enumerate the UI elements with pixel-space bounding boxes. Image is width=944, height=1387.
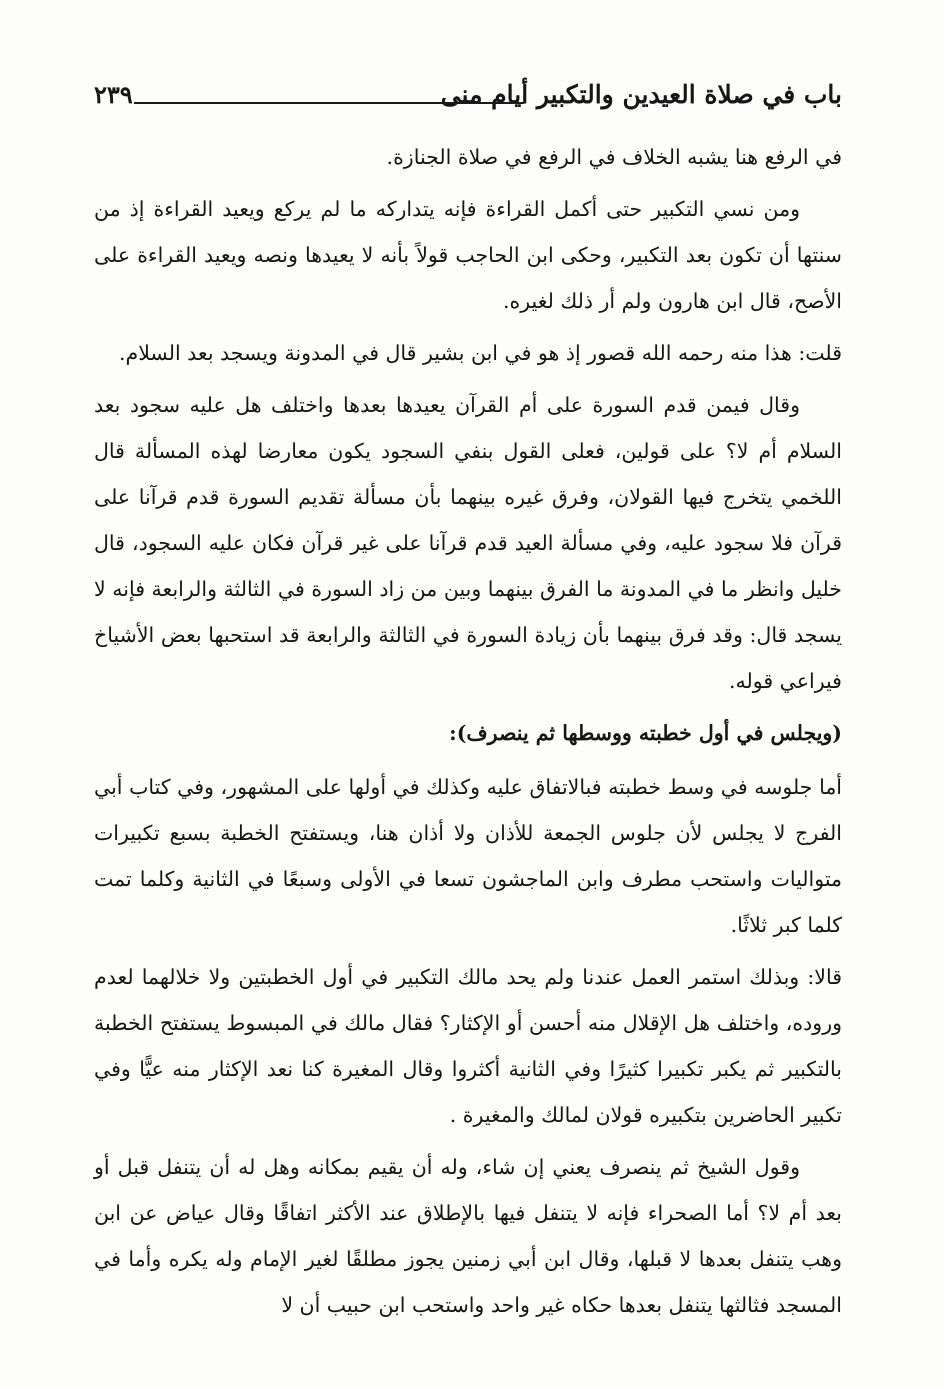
- header-rule: [134, 102, 524, 104]
- paragraph: قالا: وبذلك استمر العمل عندنا ولم يحد مالك التكبير في أول الخطبتين ولا خلالهما لعدم وروده، واختلف هل الإقلال منه أحسن أو الإكثار؟ فقال مالك في المبسوط يستفتح الخطبة بالتكبير ثم يكبر تكبيرا كثيرًا وفي الثانية أكثروا وقال المغيرة كنا نعد الإكثار منه عيًّا وفي تكبير الحاضرين بتكبيره قولان لمالك والمغيرة .: [94, 965, 842, 1127]
- paragraph: ومن نسي التكبير حتى أكمل القراءة فإنه يتداركه ما لم يركع ويعيد القراءة إذ من سنتها أن تكون بعد التكبير، وحكى ابن الحاجب قولاً بأنه لا يعيدها ونصه ويعيد القراءة على الأصح، قال ابن هارون ولم أر ذلك لغيره.: [94, 197, 842, 313]
- section-heading: (ويجلس في أول خطبته ووسطها ثم ينصرف):: [449, 721, 842, 745]
- page-number: ٢٣٩: [94, 80, 133, 109]
- page-header: [94, 78, 842, 118]
- paragraph: وقال فيمن قدم السورة على أم القرآن يعيدها بعدها واختلف هل عليه سجود بعد السلام أم لا؟ على قولين، فعلى القول بنفي السجود يكون معارضا لهذه المسألة قال اللخمي يتخرج فيها القولان، وفرق غيره بينهما بأن مسألة تقديم السورة قدم قرآنا على قرآن فلا سجود عليه، وفي مسألة العيد قدم قرآنا على غير قرآن فكان عليه السجود، قال خليل وانظر ما في المدونة ما الفرق بينهما وبين من زاد السورة في الثالثة والرابعة فإنه لا يسجد قال: وقد فرق بينهما بأن زيادة السورة في الثالثة والرابعة قد استحبها بعض الأشياخ فيراعي قوله.: [94, 393, 842, 693]
- paragraph: أما جلوسه في وسط خطبته فبالاتفاق عليه وكذلك في أولها على المشهور، وفي كتاب أبي الفرج لا يجلس لأن جلوس الجمعة للأذان ولا أذان هنا، ويستفتح الخطبة بسبع تكبيرات متواليات واستحب مطرف وابن الماجشون تسعا في الأولى وسبعًا في الثانية وكلما تمت كلما كبر ثلاثًا.: [94, 775, 842, 937]
- paragraph: قلت: هذا منه رحمه الله قصور إذ هو في ابن بشير قال في المدونة ويسجد بعد السلام.: [118, 341, 842, 365]
- paragraph: وقول الشيخ ثم ينصرف يعني إن شاء، وله أن يقيم بمكانه وهل له أن يتنفل قبل أو بعد أم لا؟ أما الصحراء فإنه لا يتنفل فيها بالإطلاق عند الأكثر اتفاقًا وقال عياض عن ابن وهب يتنفل بعدها لا قبلها، وقال ابن أبي زمنين يجوز مطلقًا لغير الإمام وله يكره وأما في المسجد فثالثها يتنفل بعدها حكاه غير واحد واستحب ابن حبيب أن لا: [94, 1155, 842, 1317]
- paragraph: في الرفع هنا يشبه الخلاف في الرفع في صلاة الجنازة.: [386, 145, 842, 169]
- body-text: [94, 134, 842, 1334]
- chapter-title: باب في صلاة العيدين والتكبير أيام منى: [440, 80, 842, 109]
